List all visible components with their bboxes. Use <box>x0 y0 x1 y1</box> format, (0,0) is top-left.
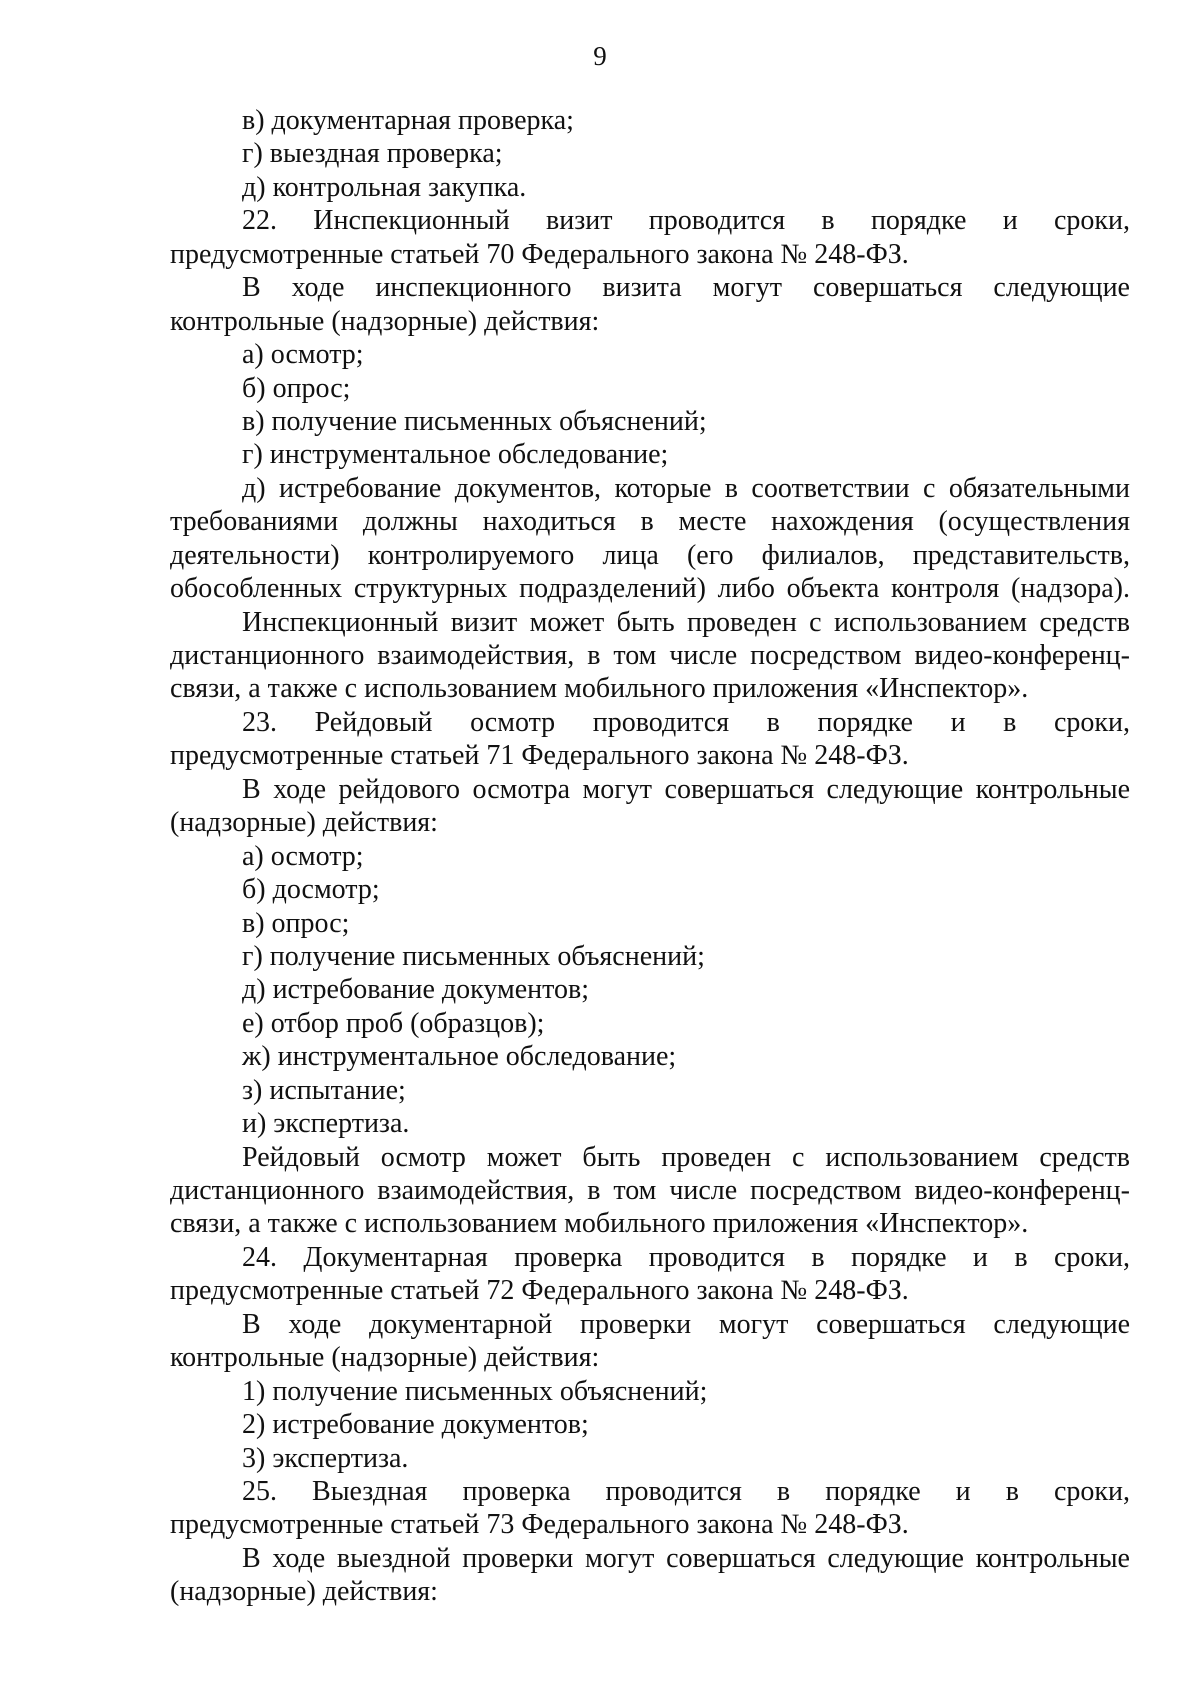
text-line: а) осмотр; <box>242 339 364 371</box>
text-line: г) выездная проверка; <box>242 138 503 170</box>
text-line: связи, а также с использованием мобильного приложения «Инспектор». <box>170 673 1029 705</box>
text-line: 23. Рейдовый осмотр проводится в порядке и в сроки, <box>242 706 1130 738</box>
text-line: а) осмотр; <box>242 840 364 872</box>
text-line: и) экспертиза. <box>242 1108 410 1140</box>
text-line: в) опрос; <box>242 907 350 939</box>
text-line: б) опрос; <box>242 372 351 404</box>
text-line: деятельности) контролируемого лица (его филиалов, представительств, <box>170 539 1130 571</box>
text-line: з) испытание; <box>242 1074 406 1106</box>
text-line: Рейдовый осмотр может быть проведен с использованием средств <box>242 1141 1130 1173</box>
text-line: 22. Инспекционный визит проводится в порядке и сроки, <box>242 205 1130 237</box>
text-line: связи, а также с использованием мобильного приложения «Инспектор». <box>170 1208 1029 1240</box>
text-line: 3) экспертиза. <box>242 1442 409 1474</box>
text-line: в) получение письменных объяснений; <box>242 405 707 437</box>
text-line: 2) истребование документов; <box>242 1409 589 1441</box>
text-line: г) получение письменных объяснений; <box>242 940 705 972</box>
text-line: дистанционного взаимодействия, в том числе посредством видео-конференц- <box>170 640 1130 671</box>
text-line: б) досмотр; <box>242 874 380 906</box>
text-line: В ходе инспекционного визита могут совершаться следующие <box>242 272 1130 304</box>
text-line: е) отбор проб (образцов); <box>242 1007 545 1039</box>
text-line: предусмотренные статьей 72 Федерального закона № 248-ФЗ. <box>170 1275 909 1307</box>
document-body <box>170 104 1130 1609</box>
text-line: предусмотренные статьей 71 Федерального закона № 248-ФЗ. <box>170 740 909 772</box>
text-line: контрольные (надзорные) действия: <box>170 1342 600 1374</box>
text-line: 1) получение письменных объяснений; <box>242 1375 708 1407</box>
text-line: 24. Документарная проверка проводится в порядке и в сроки, <box>242 1241 1130 1273</box>
text-line: г) инструментальное обследование; <box>242 439 669 471</box>
text-line: в) документарная проверка; <box>242 105 574 136</box>
page-number: 9 <box>593 41 607 71</box>
text-line: требованиями должны находиться в месте нахождения (осуществления <box>170 506 1130 538</box>
text-line: В ходе рейдового осмотра могут совершаться следующие контрольные <box>242 773 1130 805</box>
text-line: 25. Выездная проверка проводится в порядке и в сроки, <box>242 1475 1130 1507</box>
text-line: д) контрольная закупка. <box>242 171 527 203</box>
text-line: предусмотренные статьей 70 Федерального закона № 248-ФЗ. <box>170 238 909 270</box>
text-line: обособленных структурных подразделений) либо объекта контроля (надзора). <box>170 573 1130 605</box>
text-line: В ходе документарной проверки могут совершаться следующие <box>242 1308 1130 1340</box>
text-line: дистанционного взаимодействия, в том числе посредством видео-конференц- <box>170 1175 1130 1206</box>
text-line: д) истребование документов; <box>242 974 589 1006</box>
text-line: Инспекционный визит может быть проведен с использованием средств <box>242 606 1130 638</box>
text-line: предусмотренные статьей 73 Федерального закона № 248-ФЗ. <box>170 1509 909 1541</box>
text-line: (надзорные) действия: <box>170 807 438 839</box>
text-line: д) истребование документов, которые в соответствии с обязательными <box>242 472 1130 504</box>
text-line: В ходе выездной проверки могут совершаться следующие контрольные <box>242 1542 1130 1574</box>
text-line: контрольные (надзорные) действия: <box>170 305 600 337</box>
text-line: (надзорные) действия: <box>170 1576 438 1608</box>
text-line: ж) инструментальное обследование; <box>242 1041 677 1073</box>
